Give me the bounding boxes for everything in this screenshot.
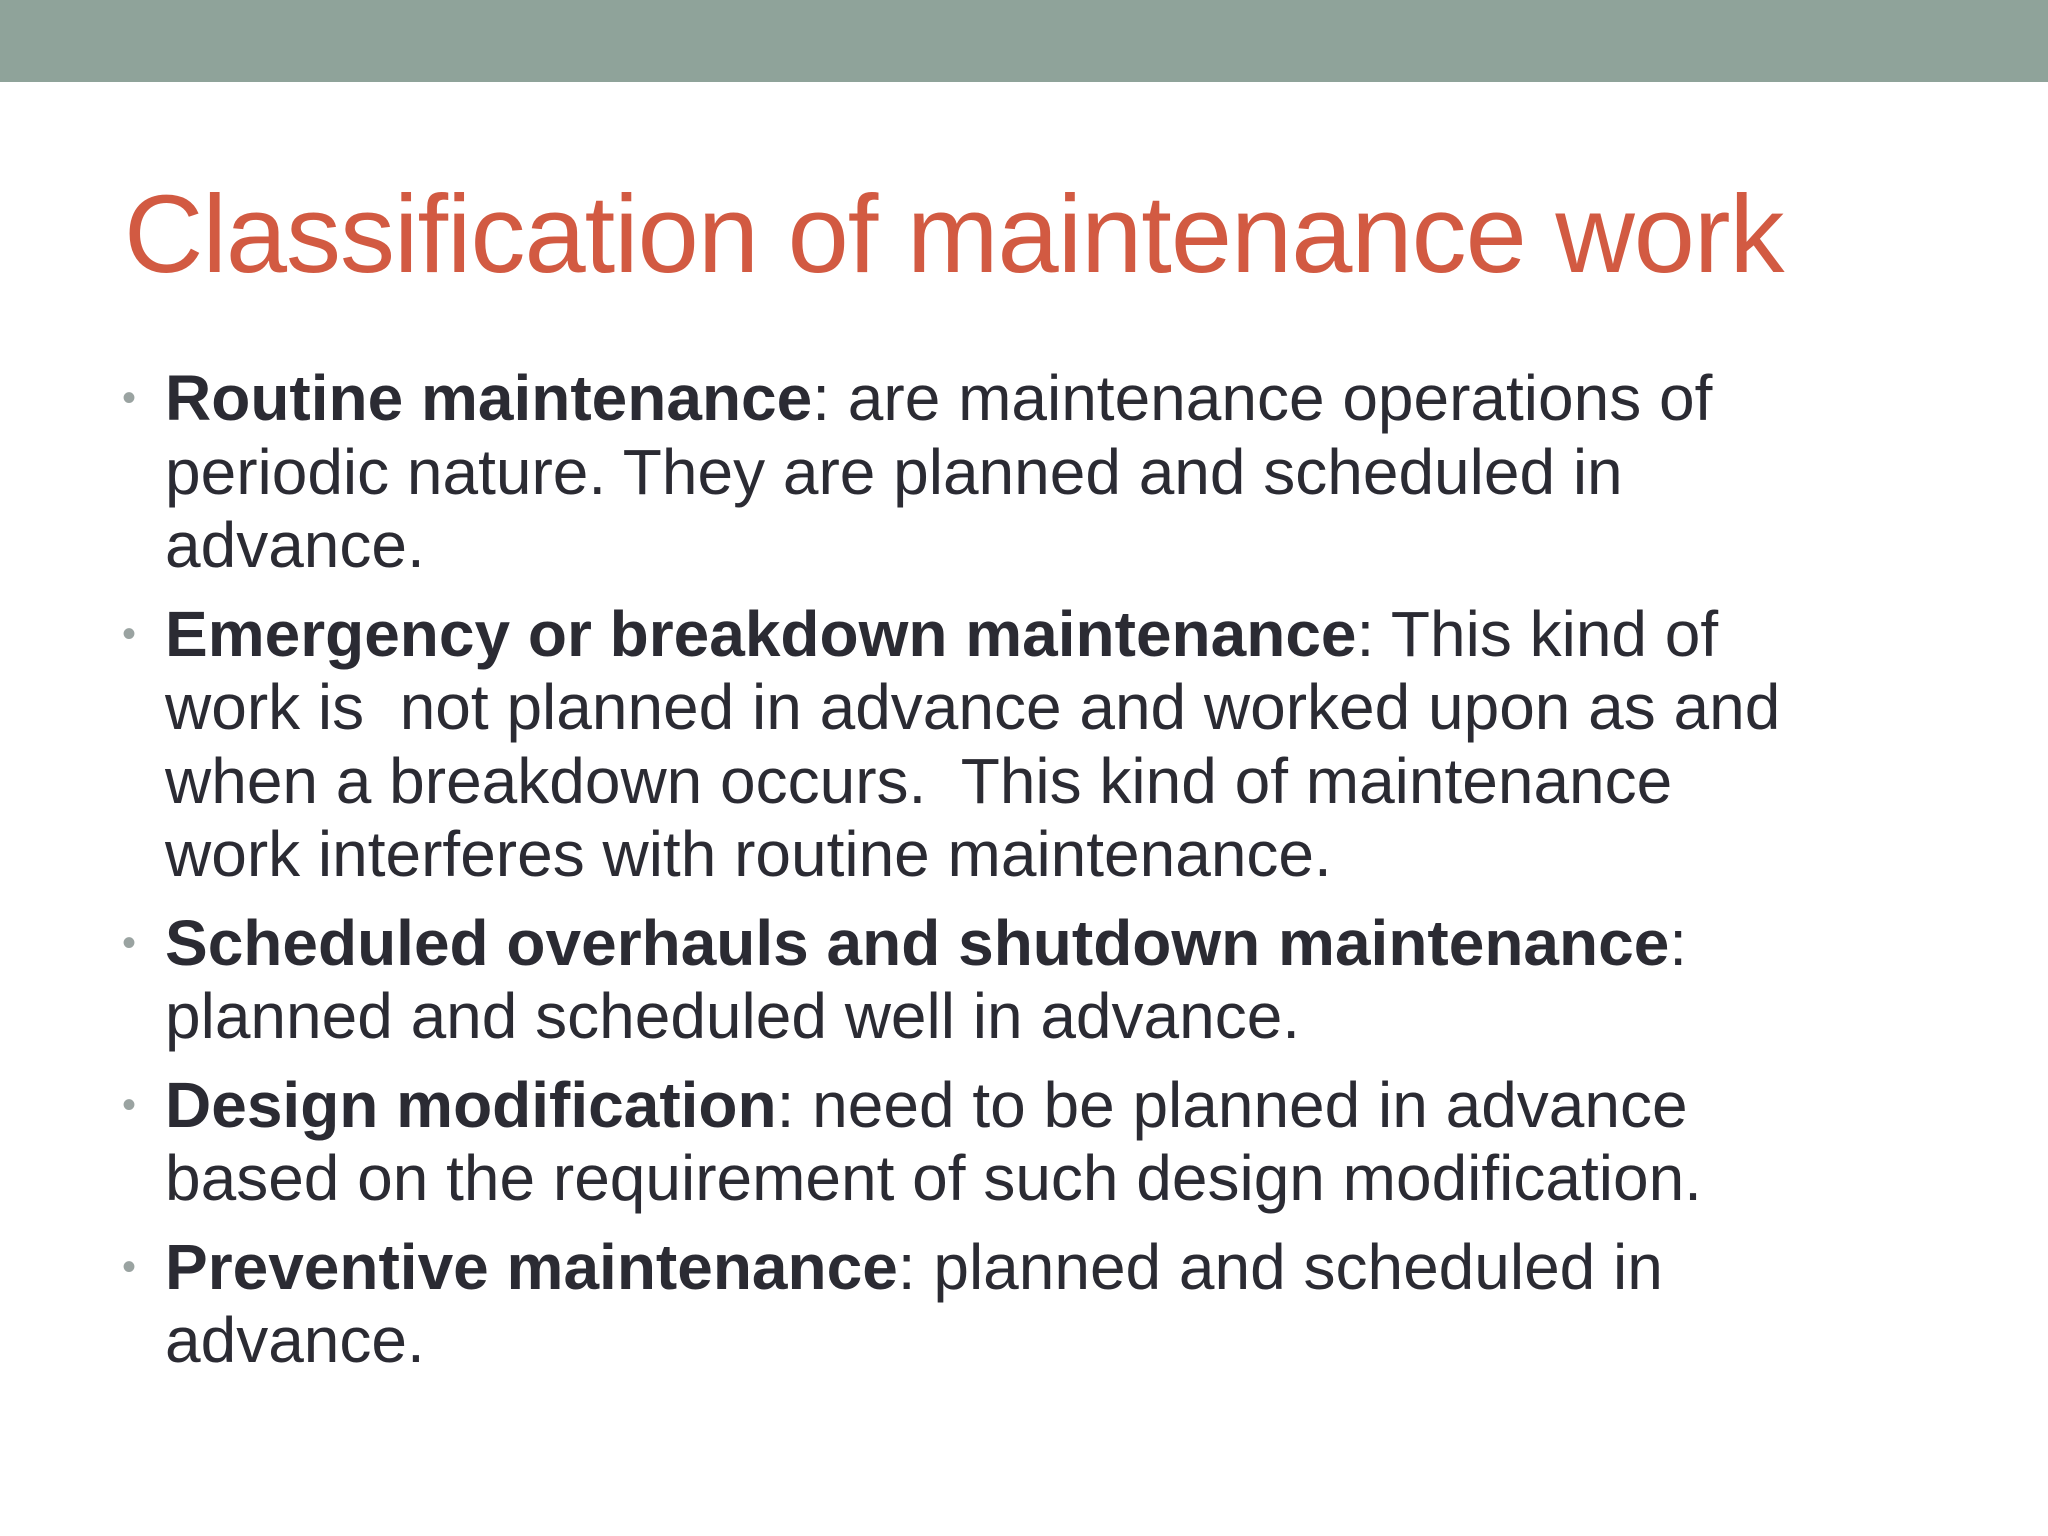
bullet-item-design-modification (120, 1069, 1980, 1216)
bullet-dot: • (122, 376, 137, 420)
bullet-dot: • (122, 611, 137, 656)
bullet-dot: • (122, 1082, 137, 1127)
bullet-text: : are maintenance operations of (812, 362, 1713, 434)
bullet-text: : This kind of (1356, 597, 1719, 670)
slide-title: Classification of maintenance work (124, 173, 1784, 296)
bullet-item-scheduled-overhauls (120, 907, 1980, 1054)
top-accent-band (0, 0, 2048, 82)
bullet-term: Design modification (165, 1068, 777, 1141)
bullet-item-preventive-maintenance (120, 1231, 1980, 1378)
bullet-term: Preventive maintenance (165, 1230, 898, 1303)
bullet-line (165, 1231, 1980, 1305)
bullet-term: Routine maintenance (165, 362, 813, 434)
bullet-line: based on the requirement of such design modification. (165, 1142, 1702, 1214)
bullet-line: advance. (165, 509, 425, 581)
bullet-line (165, 907, 1980, 981)
bullet-line: planned and scheduled well in advance. (165, 980, 1301, 1052)
bullet-dot: • (122, 1244, 137, 1289)
bullet-line: advance. (165, 1304, 425, 1376)
bullet-item-routine-maintenance (120, 362, 1980, 583)
bullet-line: periodic nature. They are planned and scheduled in (165, 435, 1623, 508)
bullet-line (165, 362, 1980, 436)
bullet-text: : planned and scheduled in (897, 1230, 1663, 1303)
bullet-item-emergency-maintenance (120, 598, 1980, 892)
bullet-line: when a breakdown occurs. This kind of maintenance (165, 744, 1673, 817)
bullet-list (120, 362, 1980, 1393)
bullet-dot: • (122, 920, 137, 965)
bullet-term: Scheduled overhauls and shutdown maintenance (165, 906, 1670, 979)
bullet-line (165, 1069, 1980, 1143)
bullet-text: : (1669, 906, 1688, 979)
bullet-line: work is not planned in advance and worked upon as and (165, 671, 1781, 743)
bullet-line: work interferes with routine maintenance. (165, 818, 1332, 890)
bullet-text: : need to be planned in advance (776, 1068, 1688, 1141)
bullet-line (165, 598, 1980, 672)
bullet-term: Emergency or breakdown maintenance (165, 597, 1357, 670)
